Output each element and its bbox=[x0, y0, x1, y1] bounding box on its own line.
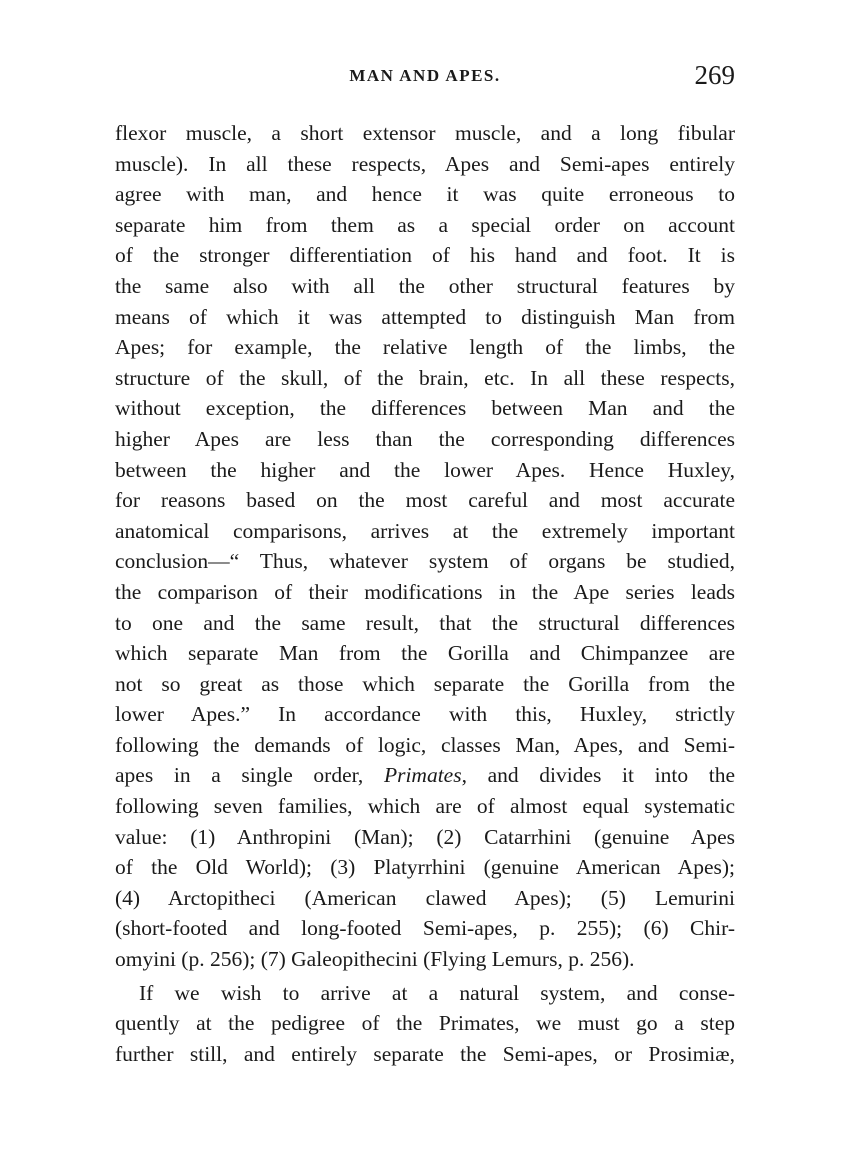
text-line: lower Apes.” In accordance with this, Huxley, strictly bbox=[115, 702, 735, 727]
text-line: omyini (p. 256); (7) Galeopithecini (Flying Lemurs, p. 256). bbox=[115, 947, 635, 972]
text-line: not so great as those which separate the Gorilla from the bbox=[115, 671, 735, 696]
text-line: muscle). In all these respects, Apes and Semi-apes entirely bbox=[115, 151, 735, 176]
text-line: between the higher and the lower Apes. Hence Huxley, bbox=[115, 457, 735, 482]
text-line: higher Apes are less than the corresponding differences bbox=[115, 426, 735, 451]
text-line: for reasons based on the most careful and most accurate bbox=[115, 488, 735, 513]
text-line: agree with man, and hence it was quite erroneous to bbox=[115, 182, 735, 207]
text-line: anatomical comparisons, arrives at the extremely important bbox=[115, 518, 735, 543]
text-line: without exception, the differences between Man and the bbox=[115, 396, 735, 421]
text-line: of the Old World); (3) Platyrrhini (genuine American Apes); bbox=[115, 855, 735, 880]
paragraph bbox=[115, 978, 735, 1070]
text-line: the comparison of their modifications in the Ape series leads bbox=[115, 579, 735, 604]
text-line: flexor muscle, a short extensor muscle, and a long fibular bbox=[115, 121, 735, 145]
running-title: MAN AND APES. bbox=[349, 66, 501, 85]
page-number: 269 bbox=[694, 60, 735, 90]
text-line: value: (1) Anthropini (Man); (2) Catarrhini (genuine Apes bbox=[115, 824, 735, 849]
text-line: conclusion—“ Thus, whatever system of organs be studied, bbox=[115, 549, 735, 574]
text-line: Apes; for example, the relative length of the limbs, the bbox=[115, 335, 735, 360]
text-line: to one and the same result, that the structural differences bbox=[115, 610, 735, 635]
paragraph bbox=[115, 118, 735, 975]
text-line: further still, and entirely separate the Semi-apes, or Prosimiæ, bbox=[115, 1041, 735, 1066]
text-line: (4) Arctopitheci (American clawed Apes); (5) Lemurini bbox=[115, 885, 735, 910]
text-line: (short-footed and long-footed Semi-apes, p. 255); (6) Chir- bbox=[115, 916, 735, 941]
text-line: apes in a single order, Primates, and divides it into the bbox=[115, 763, 735, 788]
text-line: If we wish to arrive at a natural system, and conse- bbox=[139, 980, 735, 1005]
text-line: following the demands of logic, classes Man, Apes, and Semi- bbox=[115, 732, 735, 757]
text-line: means of which it was attempted to distinguish Man from bbox=[115, 304, 735, 329]
body-text bbox=[115, 118, 735, 1069]
text-line: following seven families, which are of almost equal systematic bbox=[115, 794, 735, 819]
text-line: of the stronger differentiation of his hand and foot. It is bbox=[115, 243, 735, 268]
text-line: structure of the skull, of the brain, etc. In all these respects, bbox=[115, 365, 735, 390]
text-line: separate him from them as a special order on account bbox=[115, 212, 735, 237]
running-head bbox=[115, 60, 735, 100]
text-line: quently at the pedigree of the Primates, we must go a step bbox=[115, 1011, 735, 1036]
text-line: which separate Man from the Gorilla and Chimpanzee are bbox=[115, 641, 735, 666]
text-line: the same also with all the other structural features by bbox=[115, 273, 735, 298]
